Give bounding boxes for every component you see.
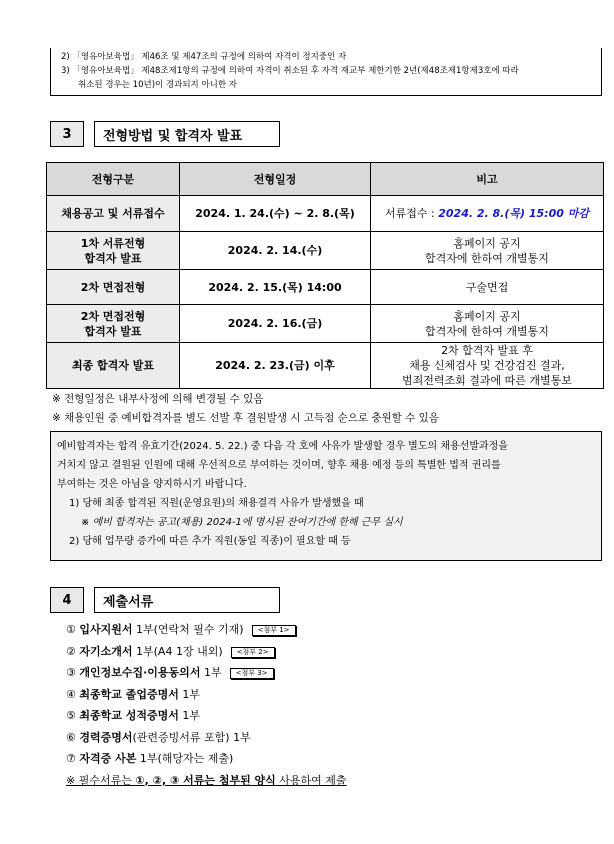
note-line: 2차 합격자 발표 후 — [441, 344, 533, 357]
reserve-paragraph: 거치지 않고 결원된 인원에 대해 우선적으로 부여하는 것이며, 향후 채용 예정 등의 특별한 법적 권리를 — [57, 460, 501, 471]
document-list — [66, 619, 347, 791]
stage-line: 합격자 발표 — [84, 251, 142, 265]
list-item — [66, 662, 347, 684]
document-name: 자격증 사본 — [79, 752, 137, 765]
schedule-note-1: ※ 전형일정은 내부사정에 의해 변경될 수 있음 — [52, 393, 264, 405]
schedule-note-2: ※ 채용인원 중 예비합격자를 별도 선발 후 결원발생 시 고득점 순으로 충원할 수 있음 — [52, 412, 439, 424]
table-row — [47, 305, 604, 343]
document-detail: 1부 — [200, 666, 222, 679]
stage-line: 합격자 발표 — [84, 324, 142, 338]
list-item — [66, 727, 347, 749]
table-row — [47, 196, 604, 232]
stage-cell — [47, 305, 180, 343]
note-cell — [371, 343, 604, 389]
date-cell: 2024. 2. 14.(수) — [180, 232, 371, 270]
disqualify-item-3-cont: 취소된 경우는 10년)이 경과되지 아니한 자 — [78, 80, 238, 90]
note-cell — [371, 232, 604, 270]
section-3-number: 3 — [50, 121, 84, 147]
disqualify-item-3: 3) 「영유아보육법」 제48조제1항의 규정에 의하여 자격이 취소된 후 자격 재교부 제한기한 2년(제48조제1항제3호에 따라 — [61, 66, 519, 76]
section-3-title: 전형방법 및 합격자 발표 — [94, 121, 280, 147]
list-item — [66, 641, 347, 663]
item-number: ④ — [66, 687, 76, 701]
disqualify-item-2: 2) 「영유아보육법」 제46조 및 제47조의 규정에 의하여 자격이 정지중인 자 — [61, 52, 347, 62]
reserve-paragraph: 예비합격자는 합격 유효기간(2024. 5. 22.) 중 다음 각 호에 사유가 발생할 경우 별도의 채용선발과정을 — [57, 441, 508, 452]
list-item — [66, 684, 347, 706]
note-prefix: 서류접수 : — [385, 207, 439, 220]
col-header-date: 전형일정 — [180, 163, 371, 196]
reserve-paragraph: 부여하는 것은 아님을 양지하시기 바랍니다. — [57, 479, 247, 490]
document-name: 입사지원서 — [79, 623, 133, 636]
note-line: 범죄전력조회 결과에 따른 개별통보 — [402, 374, 572, 387]
reserve-item-1-note: ※ 예비 합격자는 공고(채용) 2024-1에 명시된 잔여기간에 한해 근무 실시 — [81, 517, 403, 528]
list-item — [66, 705, 347, 727]
item-number: ③ — [66, 666, 76, 679]
stage-cell: 채용공고 및 서류접수 — [47, 196, 180, 232]
attachment-tag: <첨부 1> — [252, 625, 296, 636]
required-documents-footnote — [66, 770, 347, 792]
date-cell: 2024. 2. 23.(금) 이후 — [180, 343, 371, 389]
attachment-tag: <첨부 2> — [231, 647, 275, 658]
date-cell: 2024. 1. 24.(수) ~ 2. 8.(목) — [180, 196, 371, 232]
note-cell: 구술면접 — [371, 270, 604, 305]
note-line: 홈페이지 공지 — [453, 236, 521, 250]
item-number: ① — [66, 623, 76, 636]
reserve-item-2: 2) 당해 업무량 증가에 따른 추가 직원(동일 직종)이 필요할 때 등 — [69, 536, 351, 547]
stage-line: 2차 면접전형 — [80, 309, 146, 323]
document-detail: 1부 — [178, 709, 200, 722]
document-detail: 1부(A4 1장 내외) — [132, 644, 223, 658]
item-number: ⑥ — [66, 730, 76, 744]
disqualification-box — [50, 48, 602, 96]
section-4-number: 4 — [50, 587, 84, 613]
deadline-highlight: 2024. 2. 8.(목) 15:00 마감 — [438, 207, 589, 220]
document-detail: (관련증빙서류 포함) 1부 — [132, 730, 251, 744]
document-name: 개인정보수집·이용동의서 — [79, 666, 201, 679]
list-item — [66, 619, 347, 641]
section-4-title: 제출서류 — [94, 587, 280, 613]
col-header-note: 비고 — [371, 163, 604, 196]
item-number: ⑤ — [66, 709, 76, 722]
document-name: 최종학교 성적증명서 — [79, 709, 179, 722]
item-number: ② — [66, 644, 76, 658]
document-name: 자기소개서 — [79, 644, 133, 658]
footnote-suffix: 사용하여 제출 — [275, 773, 347, 787]
document-detail: 1부(해당자는 제출) — [136, 752, 234, 765]
schedule-header-row — [47, 163, 604, 196]
document-name: 최종학교 졸업증명서 — [79, 687, 179, 701]
note-line: 채용 신체검사 및 건강검진 결과, — [409, 359, 565, 372]
stage-line: 1차 서류전형 — [80, 236, 146, 250]
reserve-notice-box — [50, 431, 602, 561]
attachment-tag: <첨부 3> — [230, 668, 274, 679]
reserve-item-1: 1) 당해 최종 합격된 직원(운영요원)의 채용결격 사유가 발생했을 때 — [69, 498, 364, 509]
footnote-emphasis: ①, ②, ③ 서류는 첨부된 양식 — [135, 773, 276, 787]
note-line: 합격자에 한하여 개별통지 — [425, 251, 549, 265]
schedule-table — [46, 162, 604, 389]
stage-cell: 2차 면접전형 — [47, 270, 180, 305]
note-line: 합격자에 한하여 개별통지 — [425, 324, 549, 338]
table-row — [47, 343, 604, 389]
list-item — [66, 748, 347, 770]
table-row — [47, 270, 604, 305]
note-cell — [371, 196, 604, 232]
stage-cell: 최종 합격자 발표 — [47, 343, 180, 389]
col-header-stage: 전형구분 — [47, 163, 180, 196]
document-detail: 1부 — [178, 687, 200, 701]
note-line: 홈페이지 공지 — [453, 309, 521, 323]
stage-cell — [47, 232, 180, 270]
document-detail: 1부(연락처 필수 기재) — [132, 623, 244, 636]
item-number: ⑦ — [66, 752, 76, 765]
date-cell: 2024. 2. 15.(목) 14:00 — [180, 270, 371, 305]
note-cell — [371, 305, 604, 343]
footnote-prefix: ※ 필수서류는 — [66, 773, 136, 787]
document-name: 경력증명서 — [79, 730, 133, 744]
table-row — [47, 232, 604, 270]
date-cell: 2024. 2. 16.(금) — [180, 305, 371, 343]
